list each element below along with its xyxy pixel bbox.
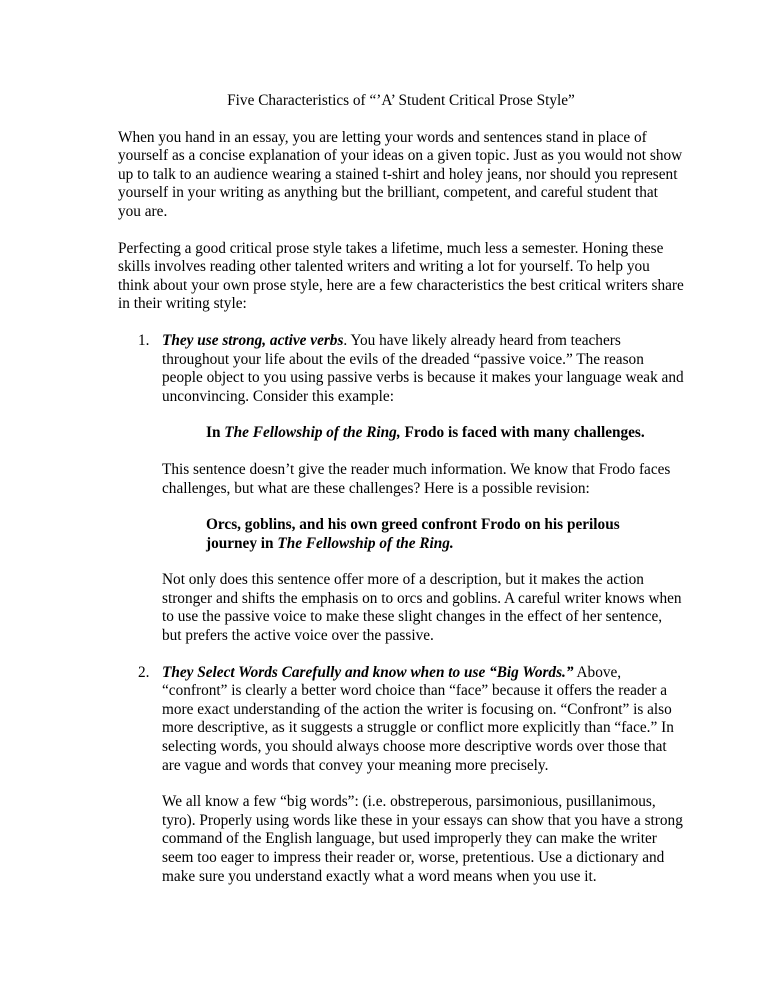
intro-paragraph-2: Perfecting a good critical prose style takes a lifetime, much less a semester. Honing these skills involves reading other talented writers and writing a lot for yourself. To help you think about your own prose style, here are a few characteristics the best critical writers share in their writing style: <box>118 239 684 313</box>
example-sentence-1 <box>162 424 684 443</box>
document-title: Five Characteristics of “’A’ Student Critical Prose Style” <box>227 92 575 109</box>
example-1-prefix: In <box>206 424 225 442</box>
example-2-text: Orcs, goblins, and his own greed confront Frodo on his perilous journey in <box>206 516 620 552</box>
item-lead: They use strong, active verbs <box>162 331 344 349</box>
item-lead: They Select Words Carefully and know when to use “Big Words.” <box>162 663 574 681</box>
example-sentence-2 <box>162 516 684 553</box>
list-item <box>118 664 684 887</box>
example-1-title: The Fellowship of the Ring, <box>224 424 401 442</box>
after-example-1: This sentence doesn’t give the reader much information. We know that Frodo faces challenges, but what are these challenges? Here is a possible revision: <box>162 460 671 497</box>
item-paragraph-2: We all know a few “big words”: (i.e. obstreperous, parsimonious, pusillanimous, tyro). Properly using words like these in your essays can show that you have a strong command of the English language, but used improperly they can make the writer seem too eager to impress their reader or, worse, pretentious. Use a dictionary and make sure you understand exactly what a word means when you use it. <box>162 793 683 885</box>
example-2-title: The Fellowship of the Ring. <box>277 534 454 552</box>
example-1-suffix: Frodo is faced with many challenges. <box>400 424 645 442</box>
characteristics-list <box>118 332 684 886</box>
item-paragraph <box>162 664 684 776</box>
list-item <box>118 332 684 646</box>
after-example-2: Not only does this sentence offer more of a description, but it makes the action stronger and shifts the emphasis on to orcs and goblins. A careful writer knows when to use the passive voice to make these slight changes in the effect of her sentence, but prefers the active voice over the passive. <box>162 571 682 645</box>
item-lead-text: . You have likely already heard from teachers throughout your life about the evils of the dreaded “passive voice.” The reason people object to you using passive verbs is because it makes your language weak and unconvincing. Consider this example: <box>162 331 684 405</box>
item-lead-text: Above, “confront” is clearly a better word choice than “face” because it offers the reader a more exact understanding of the action the writer is focusing on. “Confront” is also more descriptive, as it suggests a struggle or conflict more explicitly than “face.” In selecting words, you should always choose more descriptive words over those that are vague and words that convey your meaning more precisely. <box>162 663 674 774</box>
item-number: 1. <box>138 331 150 349</box>
item-number: 2. <box>138 663 150 681</box>
intro-paragraph-1: When you hand in an essay, you are letting your words and sentences stand in place of yourself as a concise explanation of your ideas on a given topic. Just as you would not show up to talk to an audience wearing a stained t-shirt and holey jeans, nor should you represent yourself in your writing as anything but the brilliant, competent, and careful student that you are. <box>118 128 683 220</box>
item-paragraph <box>162 332 684 406</box>
